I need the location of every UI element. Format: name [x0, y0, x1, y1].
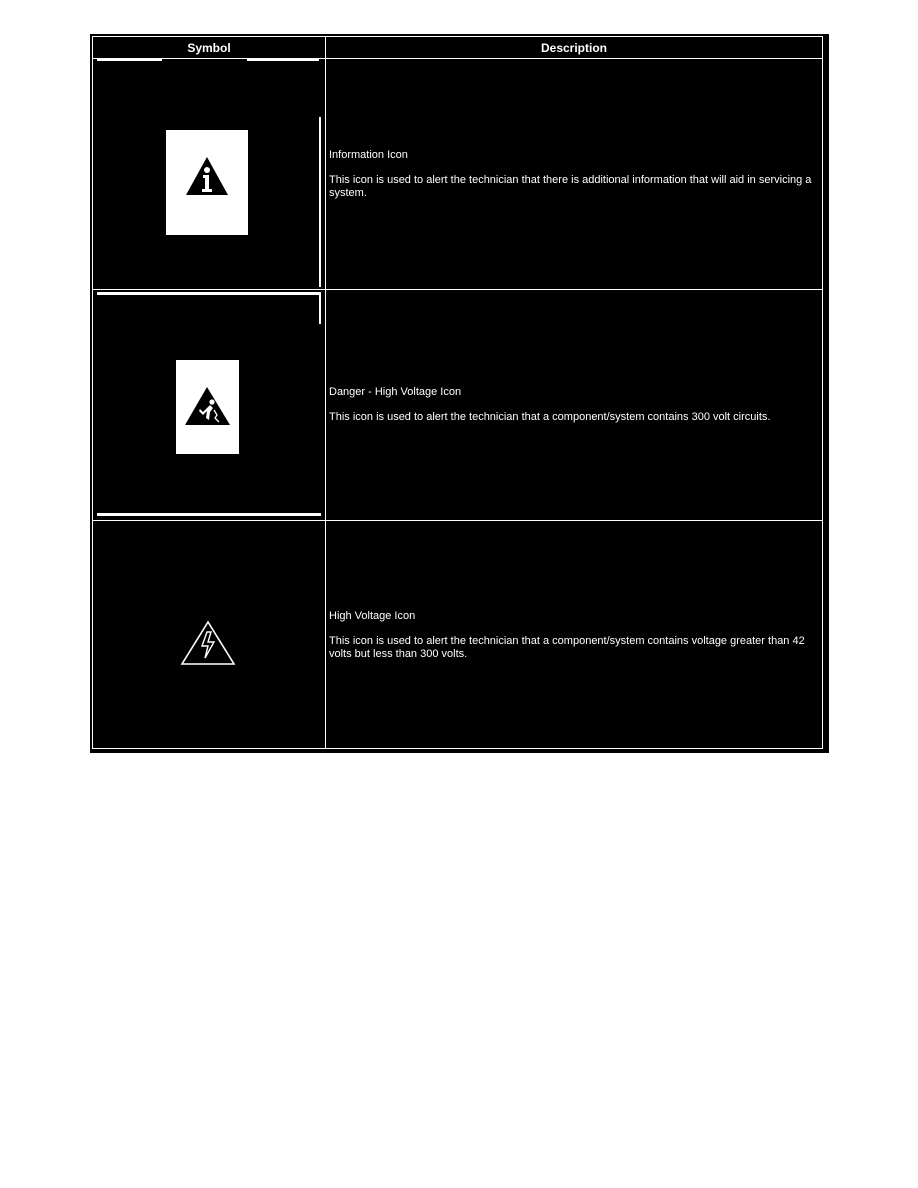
icon-description: This icon is used to alert the technician that there is additional information that will aid in servicing a system.	[329, 174, 812, 199]
icon-title: Danger - High Voltage Icon	[329, 386, 462, 398]
icon-title: Information Icon	[329, 149, 408, 161]
decorative-line	[247, 59, 319, 61]
table-row	[93, 521, 822, 751]
high-voltage-icon	[180, 620, 236, 666]
decorative-line	[97, 292, 321, 295]
danger-high-voltage-icon-card	[176, 360, 239, 454]
table-row	[93, 290, 822, 520]
decorative-line	[97, 513, 321, 516]
icon-description: This icon is used to alert the technician that a component/system contains 300 volt circuits.	[329, 411, 771, 423]
header-description: Description	[540, 41, 607, 55]
header-symbol: Symbol	[187, 41, 231, 55]
decorative-line	[319, 117, 321, 287]
symbol-cell	[93, 290, 325, 520]
symbol-description-table	[90, 34, 829, 753]
danger-high-voltage-icon	[176, 360, 239, 454]
symbol-cell	[93, 521, 325, 751]
information-icon-card	[166, 130, 248, 235]
icon-title: High Voltage Icon	[329, 610, 416, 622]
symbol-cell	[93, 59, 325, 289]
description-cell	[329, 521, 816, 751]
information-icon	[166, 130, 248, 235]
decorative-line	[319, 294, 321, 324]
table-row	[93, 59, 822, 289]
description-cell	[329, 59, 816, 289]
table-frame	[92, 36, 823, 749]
table-header-row	[93, 37, 822, 59]
icon-description: This icon is used to alert the technician that a component/system contains voltage greater than 42 volts but less than 300 volts.	[329, 635, 805, 660]
description-cell	[329, 290, 816, 520]
decorative-line	[97, 59, 162, 61]
